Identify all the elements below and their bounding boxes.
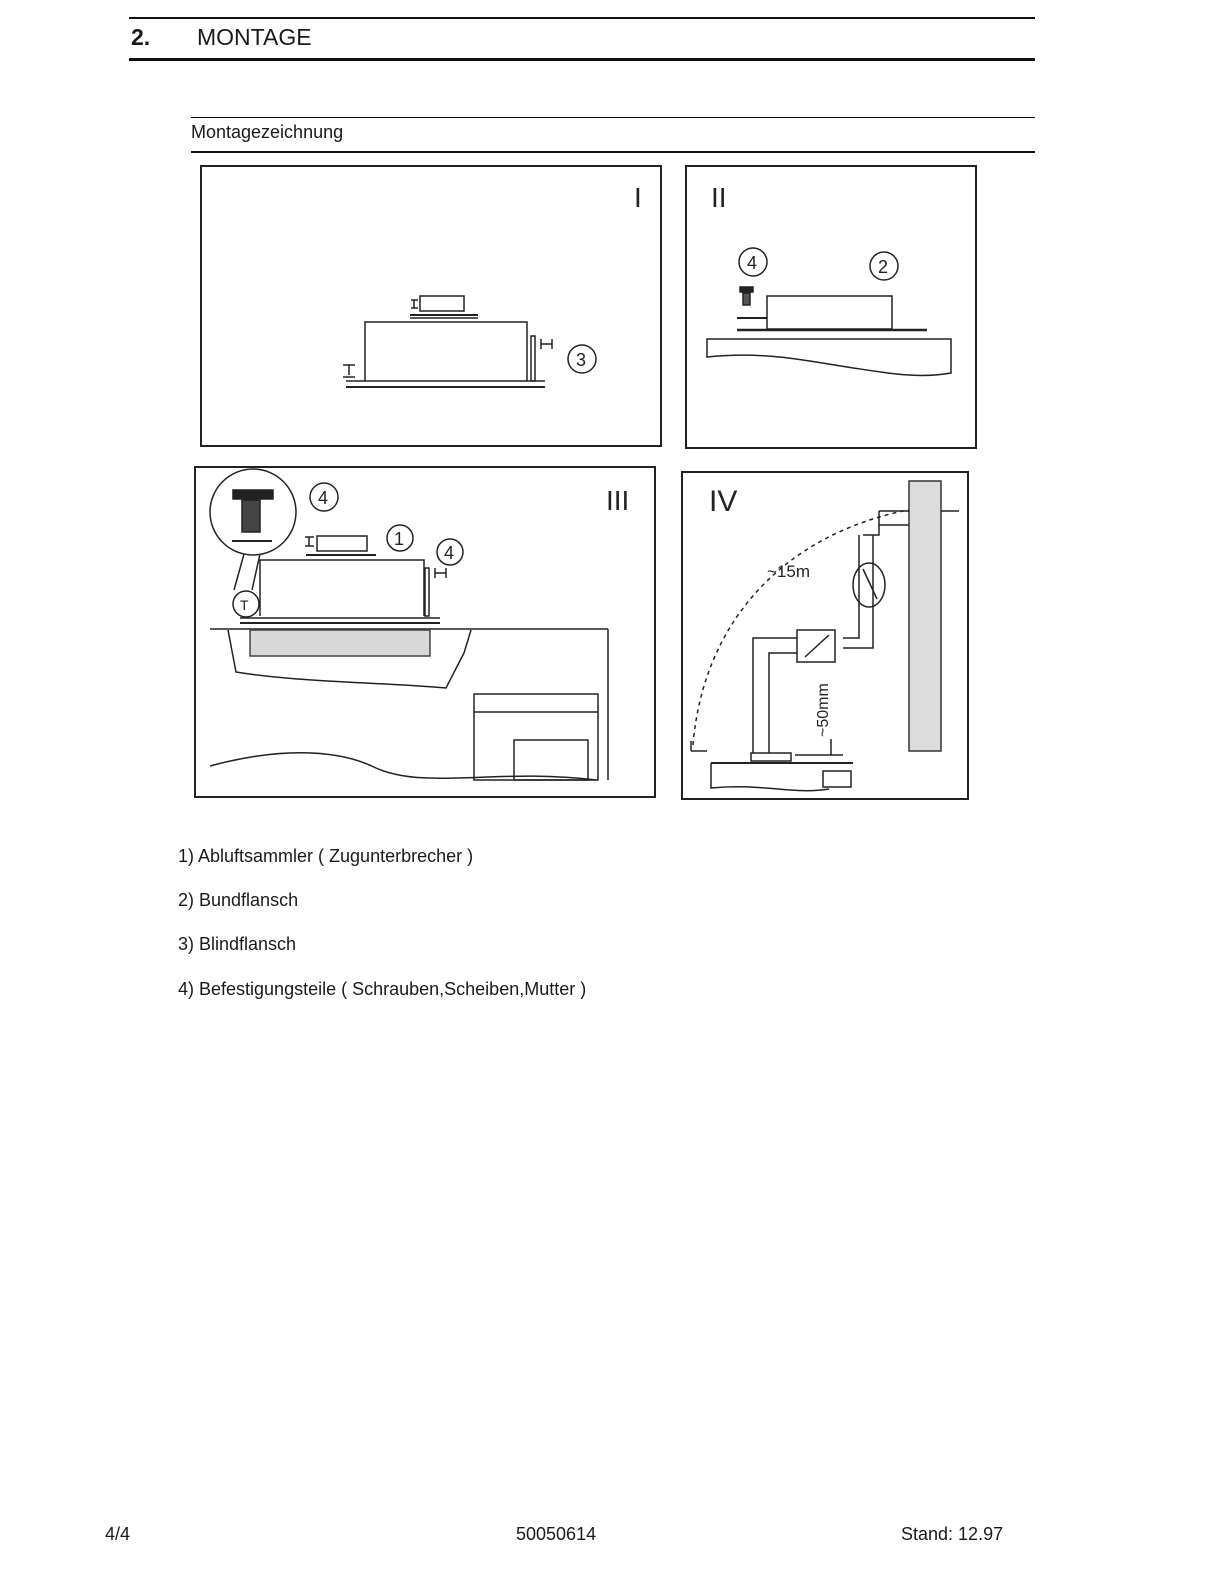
drawing-panel-4 <box>681 471 969 800</box>
dimension-50mm: ~50mm <box>815 683 832 737</box>
svg-text:T: T <box>240 597 249 613</box>
drawing-3-illustration <box>196 468 654 796</box>
drawing-1-illustration <box>202 167 660 445</box>
callout-4-detail: 4 <box>318 488 329 508</box>
legend-item-3: 3) Blindflansch <box>178 934 297 954</box>
panel-1-roman: I <box>634 182 642 213</box>
panel-3-roman: III <box>606 485 630 516</box>
drawing-4-illustration <box>683 473 967 798</box>
callout-2: 2 <box>878 257 889 277</box>
callout-4: 4 <box>747 253 758 273</box>
callout-3: 3 <box>576 350 587 370</box>
callout-4-side: 4 <box>444 543 455 563</box>
subheader-top-rule <box>191 117 1035 118</box>
footer-stand: Stand: 12.97 <box>901 1524 1004 1544</box>
drawing-panel-3 <box>194 466 656 798</box>
subheader-bottom-rule <box>191 151 1035 153</box>
footer-page-number: 4/4 <box>105 1524 131 1544</box>
panel-2-roman: II <box>711 182 727 213</box>
footer-doc-number: 50050614 <box>516 1524 597 1544</box>
header-bottom-rule <box>129 58 1035 61</box>
legend-item-2: 2) Bundflansch <box>178 890 299 910</box>
drawing-heading: Montagezeichnung <box>191 122 344 142</box>
dimension-15m: ~15m <box>767 562 810 581</box>
header-top-rule <box>129 17 1035 19</box>
section-title: MONTAGE <box>197 24 312 50</box>
legend-item-4: 4) Befestigungsteile ( Schrauben,Scheiben,Mutter ) <box>178 979 587 999</box>
legend-item-1: 1) Abluftsammler ( Zugunterbrecher ) <box>178 846 474 866</box>
callout-1: 1 <box>394 529 405 549</box>
drawing-panel-1 <box>200 165 662 447</box>
panel-4-roman: IV <box>709 485 738 518</box>
section-number: 2. <box>131 24 151 50</box>
drawing-panel-2 <box>685 165 977 449</box>
drawing-2-illustration <box>687 167 975 447</box>
